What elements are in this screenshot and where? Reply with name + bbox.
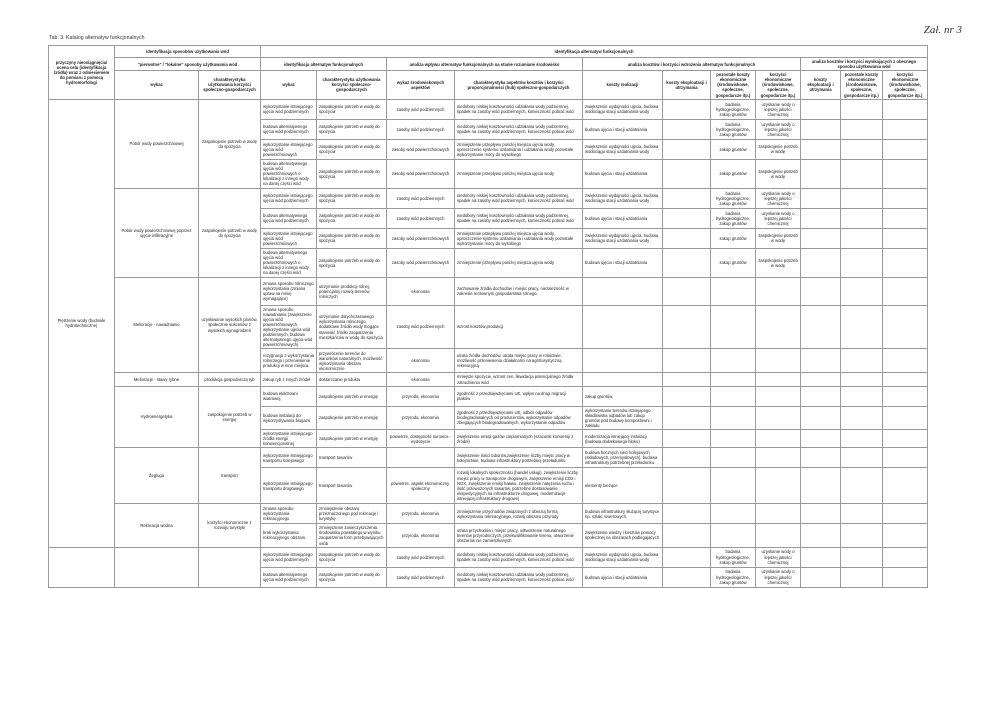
col-header: koszty eksploatacji i utrzymania xyxy=(663,71,711,99)
env-aspect-cell: ekonomia xyxy=(387,373,455,386)
table-row xyxy=(49,99,928,119)
impact-characteristic-cell: zgodność z przedsięwzięciami UE, wpływ na drogi migracji ptaków xyxy=(455,386,583,406)
current-use-analysis-cell xyxy=(841,139,883,159)
current-use-analysis-cell xyxy=(883,349,928,373)
current-use-analysis-cell xyxy=(841,99,883,119)
maintenance-cost-cell xyxy=(663,524,711,547)
current-use-analysis-cell xyxy=(801,429,841,447)
impact-characteristic-cell: zmniejszenie przychodów związanych z obecną formą wykorzystania rekreacyjnego, rozwój obszaru przyrody xyxy=(455,504,583,524)
maintenance-cost-cell xyxy=(663,139,711,159)
maintenance-cost-cell xyxy=(663,305,711,349)
current-use-analysis-cell xyxy=(883,119,928,139)
current-use-analysis-cell xyxy=(801,406,841,429)
benefit-cell: uzyskanie wody o lepszej jakości chemicznej xyxy=(756,99,801,119)
col-header: korzyści ekonomiczne (środowiskowe, społeczne, gospodarcze itp.) xyxy=(756,71,801,99)
other-cost-cell: badania hydrogeologiczne, zakup gruntów xyxy=(711,119,756,139)
alternative-characteristic-cell: utrzymanie dotychczasowego wykorzystania rolniczego, dodatkowe źródło wody mogące stanowić źródło zaopatrzenia mieszkańców w wodę do spożycia xyxy=(317,305,387,349)
benefit-cell: uzyskanie wody o lepszej jakości chemicznej xyxy=(756,119,801,139)
alternative-characteristic-cell: zaspokojenie potrzeb w wodę do spożycia xyxy=(317,188,387,208)
current-use-analysis-cell xyxy=(841,159,883,188)
current-use-analysis-cell xyxy=(801,208,841,228)
alternative-characteristic-cell: zaspokojenie potrzeb w wodę do spożycia xyxy=(317,547,387,567)
alternative-characteristic-cell: transport towarów xyxy=(317,448,387,468)
current-use-analysis-cell xyxy=(841,524,883,547)
alternative-cell: wykorzystanie istniejącego ujęcia wód podziemnych xyxy=(261,188,317,208)
header-row-2 xyxy=(49,58,928,71)
current-use-analysis-cell xyxy=(841,373,883,386)
realization-cost-cell: budowa infrastruktury służącej turystyce np. szlaki rowerowych, xyxy=(583,504,663,524)
other-cost-cell xyxy=(711,373,756,386)
env-aspect-cell: przyroda, ekonomia xyxy=(387,504,455,524)
impact-characteristic-cell: niedobory niskiej kosztowności udziałania wody podziemnej, spadek na zasoby wód podziemnych, konieczność pobrać wód xyxy=(455,547,583,567)
water-use-cell: Rekreacja wodna xyxy=(115,504,199,547)
alternative-cell: budowa elektrowni wiatrowej xyxy=(261,386,317,406)
realization-cost-cell: zwiększenie wydajności ujęcia, budowa wodociągu stacji uzdatniania wody xyxy=(583,188,663,208)
current-use-analysis-cell xyxy=(801,248,841,277)
env-aspect-cell: zasoby wód powierzchniowych xyxy=(387,228,455,248)
benefit-cell xyxy=(756,305,801,349)
benefit-cell xyxy=(756,524,801,547)
other-cost-cell xyxy=(711,468,756,504)
other-cost-cell xyxy=(711,349,756,373)
other-cost-cell: zakup gruntów xyxy=(711,228,756,248)
impact-characteristic-cell: niedobory niskiej kosztowności udziałania wody podziemnej, spadek na zasoby wód podziemnych, konieczność pobrać wód xyxy=(455,188,583,208)
alternative-characteristic-cell: zaspokojenie potrzeb w wodę do spożycia xyxy=(317,208,387,228)
alternative-cell: wykorzystanie istniejącego ujęcia wód podziemnych xyxy=(261,99,317,119)
maintenance-cost-cell xyxy=(663,119,711,139)
current-use-analysis-cell xyxy=(801,448,841,468)
maintenance-cost-cell xyxy=(663,188,711,208)
alternative-characteristic-cell: zaspokojenie potrzeb w wodę do spożycia xyxy=(317,99,387,119)
table-caption: Tab. 3. Katalog alternatyw funkcjonalnych xyxy=(49,35,145,41)
current-use-analysis-cell xyxy=(801,567,841,587)
current-use-analysis-cell xyxy=(841,305,883,349)
benefit-cell: zaspokojenie potrzeb w wodę xyxy=(756,159,801,188)
maintenance-cost-cell xyxy=(663,406,711,429)
alternative-cell: budowa alternatywnego ujęcia wód podziemnych xyxy=(261,208,317,228)
benefit-cell xyxy=(756,349,801,373)
col-header: wykaz środowiskowych aspektów xyxy=(387,71,455,99)
current-use-analysis-cell xyxy=(883,139,928,159)
current-use-analysis-cell xyxy=(841,448,883,468)
header-cause: przyczyny nieosiągnięcia/ ocena celu (identyfikacja źródła) wraz z odniesieniem do pomiaru z pomocą hydromorfologi xyxy=(49,46,115,100)
benefit-cell xyxy=(756,406,801,429)
table-row xyxy=(49,188,928,208)
current-use-analysis-cell xyxy=(841,349,883,373)
current-use-analysis-cell xyxy=(883,406,928,429)
current-use-analysis-cell xyxy=(841,188,883,208)
maintenance-cost-cell xyxy=(663,373,711,386)
env-aspect-cell: zasoby wód powierzchniowych xyxy=(387,248,455,277)
header-alt-identification: identyfikacja alternatyw funkcjonalnych xyxy=(261,58,387,71)
other-cost-cell: badania hydrogeologiczne, zakup gruntów xyxy=(711,547,756,567)
header-current-uses: "pierwotne" / "lokalne" sposoby użytkowania wód xyxy=(115,58,261,71)
maintenance-cost-cell xyxy=(663,228,711,248)
alternative-cell: wykorzystanie istniejącego ujęcia wód powierzchniowych xyxy=(261,139,317,159)
col-header: charakterystyka użytkowania korzyści społeczno-gospodarczych xyxy=(317,71,387,99)
alternative-characteristic-cell: zaspokojenie potrzeb w wodę do spożycia xyxy=(317,119,387,139)
maintenance-cost-cell xyxy=(663,547,711,567)
other-cost-cell xyxy=(711,448,756,468)
alternative-cell: wykorzystanie istniejącego źródła energii konwencjonalnej xyxy=(261,429,317,447)
other-cost-cell: zakup gruntów xyxy=(711,139,756,159)
maintenance-cost-cell xyxy=(663,208,711,228)
benefit-cell xyxy=(756,429,801,447)
env-aspect-cell: zasoby wód powierzchniowych xyxy=(387,139,455,159)
impact-characteristic-cell: zwiększenie ilości taborów,zwiększenie liczby miejsc pracy w kolejnictwie, budowa infrastruktury potrzebnej przeładunku xyxy=(455,448,583,468)
alternative-characteristic-cell: transport towarów xyxy=(317,468,387,504)
benefit-cell xyxy=(756,504,801,524)
realization-cost-cell: budowa ujęcia i stacji uzdatniania xyxy=(583,567,663,587)
header-identification: identyfikacja sposobów użytkowania wód xyxy=(115,46,261,58)
alternative-characteristic-cell: zaspokojenie potrzeb w wodę do spożycia xyxy=(317,139,387,159)
current-use-analysis-cell xyxy=(883,547,928,567)
benefit-cell: uzyskanie wody o lepszej jakości chemicznej xyxy=(756,547,801,567)
col-header: wykaz xyxy=(261,71,317,99)
current-use-analysis-cell xyxy=(801,99,841,119)
alternative-characteristic-cell: zmniejszenie obszaru przeznaczonego pod rekreację i turystykę xyxy=(317,504,387,524)
env-aspect-cell: przyroda, ekonomia xyxy=(387,386,455,406)
realization-cost-cell: elementy bieżące xyxy=(583,468,663,504)
benefit-cell xyxy=(756,386,801,406)
maintenance-cost-cell xyxy=(663,448,711,468)
col-header: charakterystyka aspektów kosztów i korzyści proporcjonalności (hub) społeczno-gospodarczych xyxy=(455,71,583,99)
other-cost-cell: badania hydrogeologiczne, zakup gruntów xyxy=(711,188,756,208)
alternative-cell: wykorzystanie istniejącego ujęcia wód powierzchniowych xyxy=(261,228,317,248)
impact-characteristic-cell: niedobory niskiej kosztowności udziałania wody podziemnej, spadek na zasoby wód podziemnych, konieczność pobrać wód xyxy=(455,119,583,139)
env-aspect-cell: ekonomia xyxy=(387,277,455,305)
realization-cost-cell: modernizacja istniejącej instalacji (budowa dodatkowego bloku) xyxy=(583,429,663,447)
current-use-analysis-cell xyxy=(883,305,928,349)
current-use-analysis-cell xyxy=(883,188,928,208)
current-use-analysis-cell xyxy=(801,349,841,373)
benefit-cell: uzyskanie wody o lepszej jakości chemicznej xyxy=(756,188,801,208)
env-aspect-cell: zasoby wód podziemnych xyxy=(387,547,455,567)
table-body xyxy=(49,99,928,587)
realization-cost-cell: zwiększenie wiedzy i kosztów pomocy społecznej na obszarach podlegających xyxy=(583,524,663,547)
benefit-cell: zaspokojenie potrzeb w wodę xyxy=(756,248,801,277)
benefit-cell xyxy=(756,277,801,305)
env-aspect-cell: zasoby wód powierzchniowych xyxy=(387,159,455,188)
impact-characteristic-cell: zwiększenie emisji gazów cieplarnianych (szacunki konwersji z źródeł) xyxy=(455,429,583,447)
col-header: pozostałe koszty ekonomiczne (środowiskowe, społeczne, gospodarcze itp.) xyxy=(711,71,756,99)
col-header: koszty eksploatacji i utrzymania xyxy=(801,71,841,99)
alternative-cell: rezygnacja z wykorzystania rolniczego i przeniesienie produkcji w inne miejsca xyxy=(261,349,317,373)
maintenance-cost-cell xyxy=(663,504,711,524)
functional-alternatives-table xyxy=(48,45,928,588)
current-use-analysis-cell xyxy=(883,373,928,386)
alternative-characteristic-cell: zmniejszenie zanieczyszczenia środowiska powstałego w wyniku zaopatrzenia form przebywających osób xyxy=(317,524,387,547)
header-row-3 xyxy=(49,71,928,99)
impact-characteristic-cell: zgodność z przedsięwzięciami UE, odbiór odpadów biodegradowalnych od producentów, wykorzystanie odpadów zbiegających biodegradowalnych, wykorzystanie odpadów xyxy=(455,406,583,429)
current-use-analysis-cell xyxy=(883,228,928,248)
realization-cost-cell: budowa ujęcia i stacji uzdatniania xyxy=(583,119,663,139)
table-row xyxy=(49,448,928,468)
env-aspect-cell: zasoby wód podziemnych xyxy=(387,188,455,208)
current-use-analysis-cell xyxy=(801,373,841,386)
current-use-analysis-cell xyxy=(801,188,841,208)
impact-characteristic-cell: niedobory niskiej kosztowności udziałania wody podziemnej, spadek na zasoby wód podziemnych, konieczność pobrać wód xyxy=(455,208,583,228)
alternative-cell: zmiana sposobu nawadniania (zwiększenie ujęcia wód powierzchniowych, wykorzystanie ujęcia wód podziemnych, budowa alternatywnego ujęcia wód powierzchniowych) xyxy=(261,305,317,349)
benefit-cell: zaspokojenie potrzeb w wodę xyxy=(756,228,801,248)
current-use-analysis-cell xyxy=(841,429,883,447)
alternative-cell: wykorzystanie istniejącego ujęcia wód podziemnych xyxy=(261,547,317,567)
alternative-cell: budowa instalacji do wykorzystywania biogazu xyxy=(261,406,317,429)
cause-cell-empty xyxy=(49,547,115,587)
impact-characteristic-cell: zmniejszenie przepływu poniżej miejsca ujęcia wody, uproszczenie systemu uzdatniania i udziałania wody pozostałe wykorzystanie mocy do wysokiego xyxy=(455,228,583,248)
maintenance-cost-cell xyxy=(663,386,711,406)
realization-cost-cell: zwiększenie wydajności ujęcia, budowa wodociągu stacji uzdatniania wody xyxy=(583,99,663,119)
alternative-characteristic-cell: zaspokojenie potrzeb w energię xyxy=(317,429,387,447)
other-cost-cell xyxy=(711,386,756,406)
header-benefit-analysis: analiza kosztów i korzyści wynikających z obecnego sposobu użytkowania wód xyxy=(801,58,928,71)
current-use-analysis-cell xyxy=(883,567,928,587)
current-use-analysis-cell xyxy=(841,208,883,228)
current-use-analysis-cell xyxy=(841,228,883,248)
water-use-cell: Melioracje - stawy rybne xyxy=(115,373,199,386)
realization-cost-cell: budowa ujęcia i stacji uzdatniania xyxy=(583,248,663,277)
maintenance-cost-cell xyxy=(663,349,711,373)
alternative-characteristic-cell: zaspokojenie potrzeb w wodę do spożycia xyxy=(317,228,387,248)
realization-cost-cell: zwiększenie wydajności ujęcia, budowa wodociągu stacji uzdatniania wody xyxy=(583,139,663,159)
other-cost-cell xyxy=(711,429,756,447)
water-use-cell: Melioracje - nawadnianie xyxy=(115,277,199,373)
water-use-cell xyxy=(115,547,199,587)
col-header: charakterystyka użytkowania korzyści społeczno-gospodarczych xyxy=(199,71,261,99)
alternative-cell: wykorzystanie istniejącego transportu kolejowego xyxy=(261,448,317,468)
impact-characteristic-cell: zmniejszenie przepływu poniżej miejsca ujęcia wody xyxy=(455,159,583,188)
current-use-analysis-cell xyxy=(801,119,841,139)
other-cost-cell: badania hydrogeologiczne, zakup gruntów xyxy=(711,99,756,119)
current-use-analysis-cell xyxy=(883,524,928,547)
env-aspect-cell: przyroda, ekonomia xyxy=(387,524,455,547)
table-row xyxy=(49,504,928,524)
water-use-cell: Żegluga xyxy=(115,448,199,504)
current-use-analysis-cell xyxy=(883,277,928,305)
alternative-characteristic-cell: utrzymanie produkcji rolnej, potencjalny rozwój terenów rolniczych xyxy=(317,277,387,305)
annex-number: Zał. nr 3 xyxy=(923,24,962,36)
current-use-analysis-cell xyxy=(801,139,841,159)
other-cost-cell xyxy=(711,277,756,305)
alternative-cell: budowa alternatywnego ujęcia wód podziemnych xyxy=(261,567,317,587)
current-use-analysis-cell xyxy=(801,504,841,524)
current-use-analysis-cell xyxy=(801,228,841,248)
current-use-analysis-cell xyxy=(883,248,928,277)
maintenance-cost-cell xyxy=(663,277,711,305)
realization-cost-cell: zakup gruntów, xyxy=(583,386,663,406)
current-use-analysis-cell xyxy=(883,429,928,447)
current-use-analysis-cell xyxy=(883,504,928,524)
table-row xyxy=(49,547,928,567)
current-use-analysis-cell xyxy=(841,386,883,406)
maintenance-cost-cell xyxy=(663,159,711,188)
benefit-cell: zaspokojenie potrzeb w wodę xyxy=(756,139,801,159)
current-use-analysis-cell xyxy=(801,277,841,305)
other-cost-cell: badania hydrogeologiczne, zakup gruntów xyxy=(711,208,756,228)
current-use-analysis-cell xyxy=(801,305,841,349)
current-use-analysis-cell xyxy=(841,248,883,277)
current-use-analysis-cell xyxy=(883,386,928,406)
impact-characteristic-cell: niedobory niskiej kosztowności udziałania wody podziemnej, spadek na zasoby wód podziemnych, konieczność pobrać wód xyxy=(455,567,583,587)
impact-characteristic-cell: utrata przychodów i miejsc pracy, odtworzenie naturalnego terenów przyrodniczych, przekwalifikowanie terenu, utworzenie obszarów nie zamieszkanych xyxy=(455,524,583,547)
current-use-analysis-cell xyxy=(883,99,928,119)
alternative-cell: zmiana sposobu wykorzystania rekreacyjnego xyxy=(261,504,317,524)
alternative-characteristic-cell: dostarczanie produktu xyxy=(317,373,387,386)
current-use-analysis-cell xyxy=(841,547,883,567)
current-use-analysis-cell xyxy=(883,448,928,468)
impact-characteristic-cell: zachowanie źródła dochodów i miejsc pracy, niezależność w zakresie rentownym gospodarstwa rolnego xyxy=(455,277,583,305)
other-cost-cell: zakup gruntów xyxy=(711,248,756,277)
current-use-analysis-cell xyxy=(801,468,841,504)
env-aspect-cell: zasoby wód podziemnych xyxy=(387,119,455,139)
use-characteristic-cell: zaspokojenie potrzeb w wodę do spożycia xyxy=(199,99,261,188)
realization-cost-cell: budowa ujęcia i stacji uzdatniania xyxy=(583,208,663,228)
table-row xyxy=(49,386,928,406)
realization-cost-cell xyxy=(583,349,663,373)
use-characteristic-cell: produkcja gospodarcza ryb xyxy=(199,373,261,386)
water-use-cell: Hydroenergetyka xyxy=(115,386,199,448)
benefit-cell xyxy=(756,448,801,468)
maintenance-cost-cell xyxy=(663,248,711,277)
alternative-characteristic-cell: zaspokojenie potrzeb w wodę do spożycia xyxy=(317,567,387,587)
table-row xyxy=(49,277,928,305)
realization-cost-cell: zwiększenie wydajności ujęcia, budowa wodociągu stacji uzdatniania wody xyxy=(583,547,663,567)
impact-characteristic-cell: zmniejszenie przepływu poniżej miejsca ujęcia wody xyxy=(455,248,583,277)
alternative-characteristic-cell: przywrócenie terenów do warunków naturalnych, możliwość wykorzystania obszaru ekonomicznie xyxy=(317,349,387,373)
alternative-cell: zakup ryb z innych źródeł xyxy=(261,373,317,386)
env-aspect-cell xyxy=(387,448,455,468)
other-cost-cell xyxy=(711,406,756,429)
maintenance-cost-cell xyxy=(663,99,711,119)
alternative-cell: wykorzystanie istniejącego transportu drogowego xyxy=(261,468,317,504)
current-use-analysis-cell xyxy=(841,406,883,429)
use-characteristic-cell: zaspokojenie potrzeb w energię xyxy=(199,386,261,448)
current-use-analysis-cell xyxy=(801,524,841,547)
water-use-cell: Pobór wody powierzchniowej xyxy=(115,99,199,188)
env-aspect-cell: zasoby wód podziemnych xyxy=(387,305,455,349)
alternative-cell: brak wykorzystania rekreacyjnego obszaru xyxy=(261,524,317,547)
benefit-cell: uzyskanie wody o lepszej jakości chemicznej xyxy=(756,208,801,228)
env-aspect-cell: powietrze, aspekt ekonomiczny, społeczny xyxy=(387,468,455,504)
header-alternatives: identyfikacja alternatyw funkcjonalnych xyxy=(261,46,928,58)
current-use-analysis-cell xyxy=(841,567,883,587)
impact-characteristic-cell: rozwój lokalnych społeczności (handel usługi), zwiększenie liczby miejsc pracy w transporcie drogowym, zwiększenie emisji CO2 i NOX, zwiększenie emisji hałasu, zwiększenie natężenia ruchu i ilość przewożonych towarów, potrzebne dostosowanie ekspedycyjnych na infrastrukturze drogowej, modernizacje istniejącej infrastruktury drogowej xyxy=(455,468,583,504)
alternative-characteristic-cell: zaspokojenie potrzeb w energię xyxy=(317,386,387,406)
current-use-analysis-cell xyxy=(801,386,841,406)
realization-cost-cell xyxy=(583,305,663,349)
use-characteristic-cell xyxy=(199,547,261,587)
alternative-cell: budowa alternatywnego ujęcia wód powierzchniowych o lokalizacji z innego wody na danej części wód xyxy=(261,159,317,188)
impact-characteristic-cell: zmniejszenie przepływu poniżej miejsca ujęcia wody, uproszczenie systemu uzdatniania i udziałania wody pozostałe wykorzystanie mocy do wysokiego xyxy=(455,139,583,159)
realization-cost-cell: budowa ujęcia i stacji uzdatniania xyxy=(583,159,663,188)
current-use-analysis-cell xyxy=(801,159,841,188)
current-use-analysis-cell xyxy=(883,468,928,504)
realization-cost-cell: budowa bocznych sieci kolejowych (składowych, przemysłowych), budowa infrastruktury potrzebnej przeładunku xyxy=(583,448,663,468)
realization-cost-cell: wykorzystanie terenów istniejącego składowiska odpadów lub zakup gruntów pod budowę kompostowni i zakładu xyxy=(583,406,663,429)
other-cost-cell: zakup gruntów xyxy=(711,159,756,188)
alternative-characteristic-cell: zaspokojenie potrzeb w wodę do spożycia xyxy=(317,248,387,277)
use-characteristic-cell: uzyskiwanie wysokich plonów, społecznie sukcesów z wysokich wynagrodzeń xyxy=(199,277,261,373)
use-characteristic-cell: zaspokojenie potrzeb w wodę do spożycia xyxy=(199,188,261,277)
realization-cost-cell xyxy=(583,277,663,305)
env-aspect-cell: zasoby wód podziemnych xyxy=(387,99,455,119)
col-header: wykaz xyxy=(115,71,199,99)
env-aspect-cell: ekonomia xyxy=(387,349,455,373)
use-characteristic-cell: transport xyxy=(199,448,261,504)
env-aspect-cell: przyroda, ekonomia xyxy=(387,406,455,429)
current-use-analysis-cell xyxy=(801,547,841,567)
header-cost-analysis: analiza kosztów i korzyści wdrożenia alternatyw funkcjonalnych xyxy=(583,58,801,71)
col-header: korzyści ekonomiczne (środowiskowe, społeczne, gospodarcze itp.) xyxy=(883,71,928,99)
maintenance-cost-cell xyxy=(663,567,711,587)
current-use-analysis-cell xyxy=(841,468,883,504)
col-header: koszty realizacji xyxy=(583,71,663,99)
other-cost-cell xyxy=(711,524,756,547)
current-use-analysis-cell xyxy=(883,159,928,188)
use-characteristic-cell: korzyści ekonomiczne z rozwoju turystyki xyxy=(199,504,261,547)
other-cost-cell xyxy=(711,504,756,524)
current-use-analysis-cell xyxy=(841,277,883,305)
benefit-cell: uzyskanie wody o lepszej jakości chemicznej xyxy=(756,567,801,587)
realization-cost-cell xyxy=(583,373,663,386)
col-header: pozostałe koszty ekonomiczne (środowiskowe, społeczne, gospodarcze itp.) xyxy=(841,71,883,99)
env-aspect-cell: powietrze, dostępność surowca - wydobycie xyxy=(387,429,455,447)
header-row-1 xyxy=(49,46,928,58)
benefit-cell xyxy=(756,468,801,504)
other-cost-cell xyxy=(711,305,756,349)
env-aspect-cell: zasoby wód podziemnych xyxy=(387,567,455,587)
water-use-cell: Pobór wody powierzchniowej poprzez ujęcie infiltracyjne xyxy=(115,188,199,277)
impact-characteristic-cell: mniejsze spożycie, wzrost cen, likwidacja potencjalnego źródła zatrudnienia wód xyxy=(455,373,583,386)
alternative-characteristic-cell: zaspokojenie potrzeb w wodę do spożycia xyxy=(317,159,387,188)
impact-characteristic-cell: niedobory niskiej kosztowności udziałania wody podziemnej, spadek na zasoby wód podziemnych, konieczność pobrać wód xyxy=(455,99,583,119)
maintenance-cost-cell xyxy=(663,429,711,447)
current-use-analysis-cell xyxy=(841,504,883,524)
current-use-analysis-cell xyxy=(841,119,883,139)
table-row xyxy=(49,373,928,386)
impact-characteristic-cell: utrata źródła dochodów, utrata miejsc pracy w rolnictwie, możliwość przeniesienia działalności na agroturystyczną rekreacyjną xyxy=(455,349,583,373)
impact-characteristic-cell: wzrost kosztów produkcji xyxy=(455,305,583,349)
header-env-impact: analiza wpływu alternatyw funkcjonalnych na stanie rozumiane środowisko xyxy=(387,58,583,71)
current-use-analysis-cell xyxy=(883,208,928,228)
alternative-cell: budowa alternatywnego ujęcia wód podziemnych xyxy=(261,119,317,139)
benefit-cell xyxy=(756,373,801,386)
alternative-cell: zmiana sposobu rolniczego wykorzystania (zmiana upraw na mniej wymagające) xyxy=(261,277,317,305)
env-aspect-cell: zasoby wód podziemnych xyxy=(387,208,455,228)
realization-cost-cell: zwiększenie wydajności ujęcia, budowa wodociągu stacji uzdatniania wody xyxy=(583,228,663,248)
alternative-characteristic-cell: zaspokojenie potrzeb w energię xyxy=(317,406,387,429)
other-cost-cell: badania hydrogeologiczne, zakup gruntów xyxy=(711,567,756,587)
alternative-cell: budowa alternatywnego ujęcia wód powierzchniowych o lokalizacji z innego wody na danej części wód xyxy=(261,248,317,277)
cause-cell: Piętrzenie wody (budowle hydrotechniczne) xyxy=(49,99,115,547)
maintenance-cost-cell xyxy=(663,468,711,504)
